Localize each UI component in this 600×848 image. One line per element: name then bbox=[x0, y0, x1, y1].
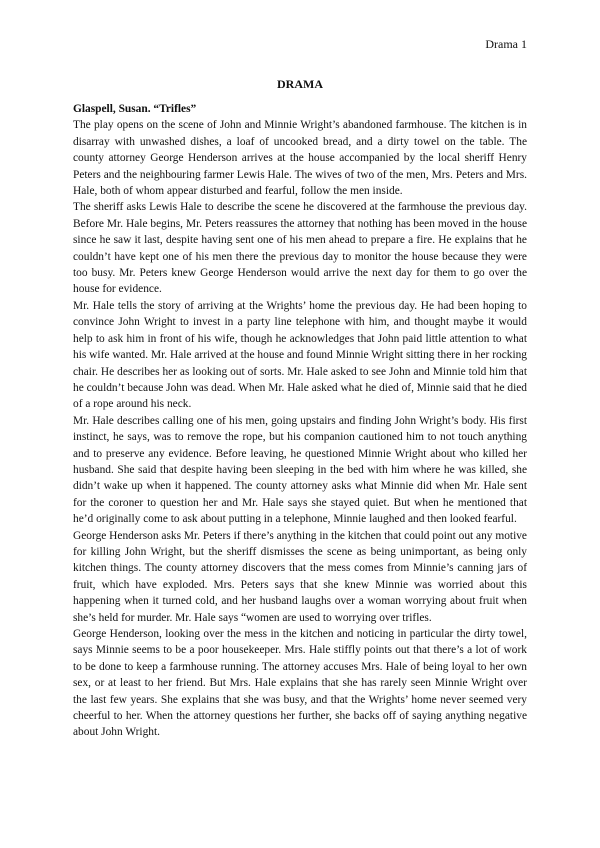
paragraph: Mr. Hale describes calling one of his men, going upstairs and finding John Wright’s body. His first instinct, he says, was to remove the rope, but his companion cautioned him to not touch anything and to preserve any evidence. Before leaving, he questioned Minnie Wright about who killed her husband. She said that despite having been sleeping in the bed with him where he was killed, she didn’t wake up when it happened. The county attorney asks what Minnie did when Mr. Hale sent for the coroner to question her and Mr. Hale says she stayed quiet. But when he mentioned that he’d originally come to ask about putting in a telephone, Minnie laughed and then looked fearful. bbox=[73, 414, 527, 526]
paragraph: The sheriff asks Lewis Hale to describe the scene he discovered at the farmhouse the previous day. Before Mr. Hale begins, Mr. Peters reassures the attorney that nothing has been moved in the house since he saw it last, despite having sent one of his men ahead to prepare a fire. He explains that he couldn’t have kept one of his men there the previous day to monitor the house because they were too busy. Mr. Peters knew George Henderson would arrive the next day for them to go over the house for evidence. bbox=[73, 201, 527, 296]
paragraph: George Henderson, looking over the mess in the kitchen and noticing in particular the dirty towel, says Minnie seems to be a poor housekeeper. Mrs. Hale stiffly points out that there’s a lot of work to be done to keep a farmhouse running. The attorney accuses Mrs. Hale of being loyal to her own sex, or at least to her friend. But Mrs. Hale explains that she has rarely seen Minnie Wright over the last few years. She explains that she was busy, and that the Wrights’ home never seemed very cheerful to her. When the attorney questions her further, she backs off of saying anything negative about John Wright. bbox=[73, 628, 527, 739]
page-header-label: Drama 1 bbox=[485, 37, 527, 51]
entry-heading: Glaspell, Susan. “Trifles” bbox=[73, 103, 197, 115]
paragraph: George Henderson asks Mr. Peters if there’s anything in the kitchen that could point out any motive for killing John Wright, but the sheriff dismisses the scene as being unimportant, as being only kitchen things. The county attorney discovers that the mess comes from Minnie’s canning jars of fruit, which have exploded. Mrs. Peters says that she knew Minnie was worried about this happening when it turned cold, and her husband laughs over a woman worrying about fruit when she’s held for murder. Mr. Hale says “women are used to worrying over trifles. bbox=[73, 529, 527, 624]
document-body bbox=[73, 101, 527, 741]
paragraph: Mr. Hale tells the story of arriving at the Wrights’ home the previous day. He had been hoping to convince John Wright to invest in a party line telephone with him, and thought maybe it would help to ask him in front of his wife, though he acknowledges that John paid little attention to what his wife wanted. Mr. Hale arrived at the house and found Minnie Wright sitting there in her rocking chair. He describes her as looking out of sorts. Mr. Hale asked to see John and Minnie told him that he couldn’t because John was dead. When Mr. Hale asked what he died of, Minnie said that he died of a rope around his neck. bbox=[73, 299, 527, 411]
section-title: DRAMA bbox=[277, 77, 323, 91]
paragraph: The play opens on the scene of John and Minnie Wright’s abandoned farmhouse. The kitchen is in disarray with unwashed dishes, a loaf of uncooked bread, and a dirty towel on the table. The county attorney George Henderson arrives at the house accompanied by the local sheriff Henry Peters and the neighbouring farmer Lewis Hale. The wives of two of the men, Mrs. Peters and Mrs. Hale, both of whom appear disturbed and fearful, follow the men inside. bbox=[73, 119, 527, 198]
